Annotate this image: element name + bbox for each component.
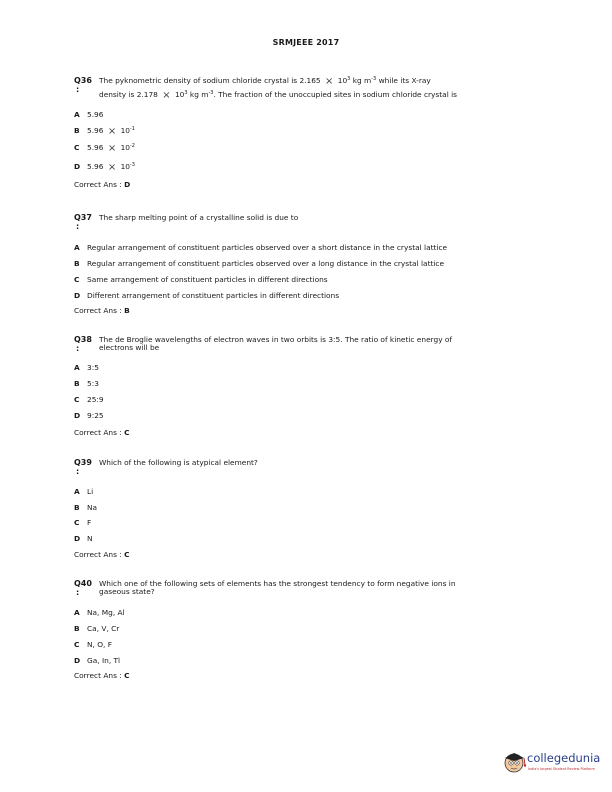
correct-answer: Correct Ans : C — [74, 428, 130, 437]
multiply-icon: × — [107, 126, 117, 137]
correct-answer: Correct Ans : C — [74, 550, 130, 559]
multiply-icon: × — [107, 143, 117, 154]
option-a: A 5.96 — [74, 110, 104, 119]
multiply-icon: × — [162, 90, 171, 101]
option-d: D $5.96 \times 10^{-3}$ — [74, 162, 135, 173]
question-40-stem — [74, 580, 544, 596]
logo-tagline: India's largest Student Review Platform — [528, 767, 595, 771]
question-39-stem — [74, 458, 544, 476]
option-c: C F — [74, 518, 92, 527]
question-text-line-1: The pyknometric density of sodium chloride crystal is $2.165 \times 10^3$ kg $m^{-3}$ while its X-ray — [99, 76, 431, 87]
correct-answer: Correct Ans : D — [74, 180, 131, 189]
option-b: B $5.96 \times 10^{-1}$ — [74, 126, 135, 137]
correct-answer: Correct Ans : B — [74, 306, 130, 315]
multiply-icon: × — [107, 162, 117, 173]
question-colon: : — [76, 344, 80, 353]
option-c: C Same arrangement of constituent particles in different directions — [74, 275, 328, 284]
question-number: Q36 — [74, 76, 92, 85]
question-text: Which one of the following sets of elements has the strongest tendency to form negative ions in — [99, 579, 456, 588]
option-d: D N — [74, 534, 93, 543]
question-37 — [74, 213, 544, 315]
option-a: A Li — [74, 487, 94, 496]
option-c: C 25:9 — [74, 395, 104, 404]
option-a: A Na, Mg, Al — [74, 608, 125, 617]
option-c: C $5.96 \times 10^{-2}$ — [74, 143, 135, 154]
question-number: Q40 — [74, 579, 92, 588]
question-colon: : — [76, 588, 80, 597]
question-40 — [74, 579, 544, 680]
question-number: Q39 — [74, 458, 92, 467]
question-number: Q38 — [74, 335, 92, 344]
question-text-line-2: electrons will be — [99, 343, 160, 353]
option-b: B Regular arrangement of constituent particles observed over a long distance in the crystal lattice — [74, 259, 445, 268]
question-text: The de Broglie wavelengths of electron waves in two orbits is 3:5. The ratio of kinetic energy of — [99, 335, 453, 344]
option-b: B 5:3 — [74, 379, 99, 388]
question-text-line-2: density is $2.178 \times 10^3$ kg $m^{-3}$. The fraction of the unoccupied sites in sodium chloride crystal is — [99, 90, 458, 101]
question-text-line-2: gaseous state? — [99, 587, 155, 597]
multiply-icon: × — [325, 76, 334, 87]
question-37-stem — [74, 213, 544, 231]
question-38 — [74, 335, 544, 437]
mascot-icon — [502, 746, 528, 776]
page-title: SRMJEEE 2017 — [272, 38, 340, 47]
question-colon: : — [76, 467, 80, 476]
correct-answer: Correct Ans : C — [74, 671, 130, 680]
option-d: D Ga, In, Tl — [74, 656, 121, 665]
question-colon: : — [76, 222, 80, 231]
option-a: A 3:5 — [74, 363, 99, 372]
option-d: D 9:25 — [74, 411, 104, 420]
question-38-stem — [74, 336, 544, 352]
logo-wordmark: collegedunia — [527, 751, 601, 765]
question-text: The sharp melting point of a crystalline solid is due to — [99, 213, 299, 222]
question-text: Which of the following is atypical element? — [99, 458, 258, 467]
option-c: C N, O, F — [74, 640, 112, 649]
question-39 — [74, 458, 544, 559]
collegedunia-logo — [502, 746, 606, 776]
option-b: B Na — [74, 503, 98, 512]
option-b: B Ca, V, Cr — [74, 624, 120, 633]
question-colon: : — [76, 85, 80, 94]
option-d: D Different arrangement of constituent particles in different directions — [74, 291, 340, 300]
option-a: A Regular arrangement of constituent particles observed over a short distance in the crystal lattice — [74, 243, 448, 252]
question-number: Q37 — [74, 213, 92, 222]
question-36 — [74, 76, 544, 189]
question-36-stem — [74, 77, 544, 101]
